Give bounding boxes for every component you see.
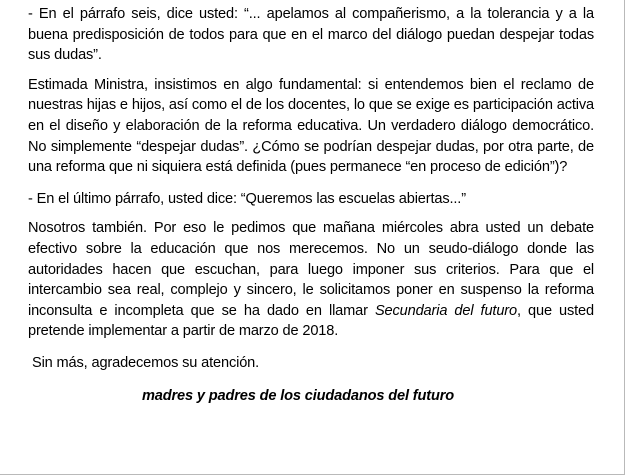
paragraph-estimada-ministra: Estimada Ministra, insistimos en algo fundamental: si entendemos bien el reclamo de nuestras hijas e hijos, así como el de los docentes, lo que se exige es participación activa en el diseño y elaboración de la reforma educativa. Un verdadero diálogo democrático. No simplemente “despejar dudas”. ¿Cómo se podrían despejar dudas, por otra parte, de una reforma que ni siquiera está definida (pues permanece “en proceso de edición”)? — [28, 76, 594, 176]
paragraph-text-end: , que usted pretende implementar a partir de marzo de 2018. — [28, 302, 594, 340]
letter-body — [28, 4, 594, 417]
paragraph-nosotros-tambien — [28, 218, 594, 342]
paragraph-quote-last: - En el último párrafo, usted dice: “Queremos las escuelas abiertas...” — [28, 190, 466, 207]
paragraph-quote-six: - En el párrafo seis, dice usted: “... apelamos al compañerismo, a la tolerancia y a la buena predisposición de todos para que en el marco del diálogo puedan despejar todas sus dudas”. — [28, 6, 594, 64]
reform-name: Secundaria del futuro — [374, 302, 517, 319]
paragraph-text-start: Nosotros también. Por eso le pedimos que mañana miércoles abra usted un debate efectivo sobre la educación que nos merecemos. No un seudo-diálogo donde las autoridades hacen que escuchan, para luego imponer sus criterios. Para que el intercambio sea real, complejo y sincero, le solicitamos poner en suspenso la reforma inconsulta e incompleta que se ha dado en llamar — [28, 220, 594, 319]
signature: madres y padres de los ciudadanos del futuro — [141, 387, 455, 404]
closing-line: Sin más, agradecemos su atención. — [32, 354, 260, 371]
